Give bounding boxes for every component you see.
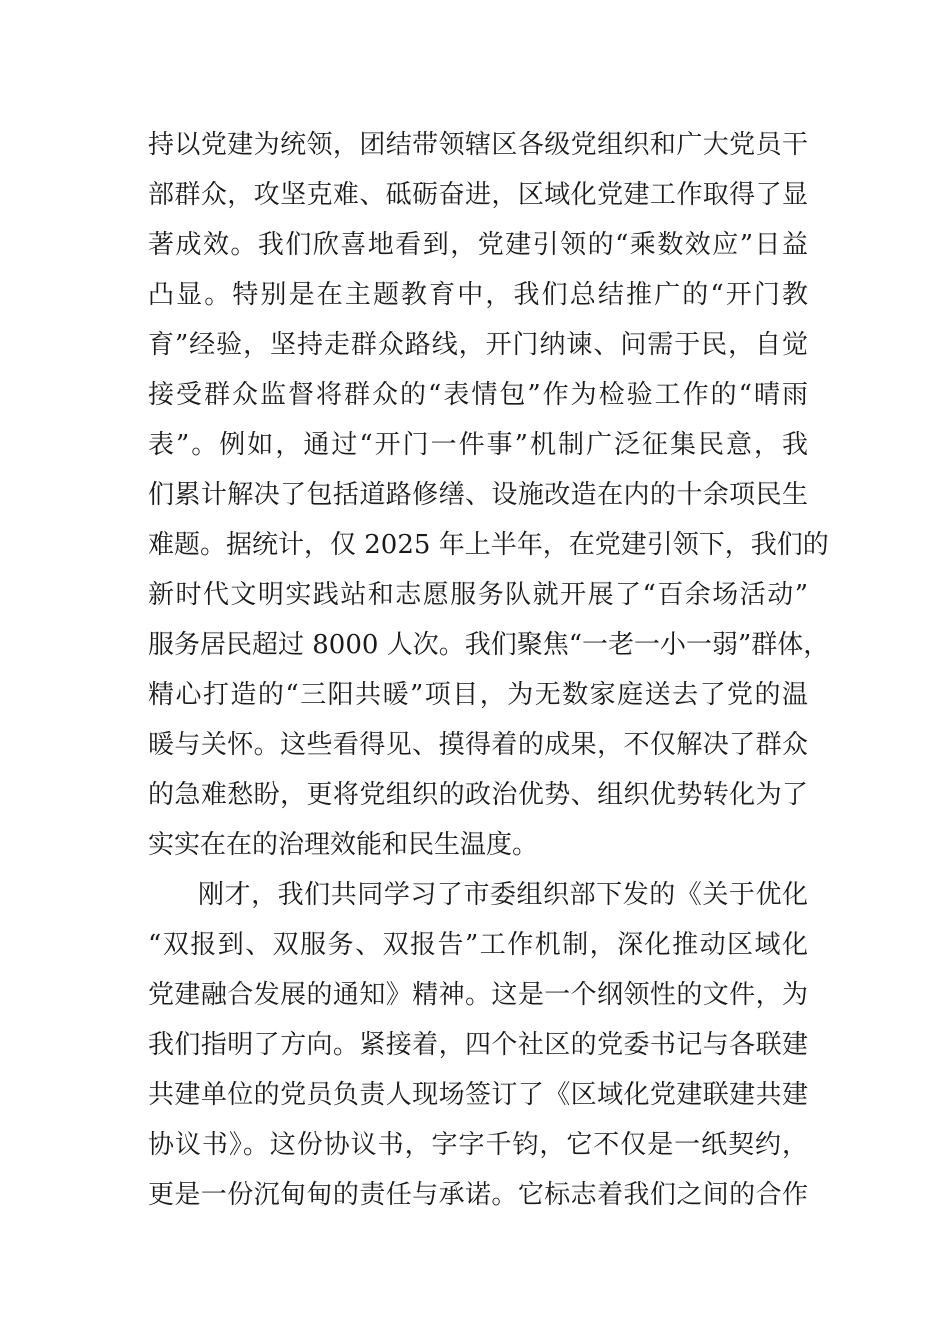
paragraph-2-line-7: 更是一份沉甸甸的责任与承诺。它标志着我们之间的合作 bbox=[148, 1180, 808, 1210]
paragraph-1-line-4: 凸显。特别是在主题教育中，我们总结推广的“开门教 bbox=[148, 280, 808, 310]
paragraph-2-line-6: 协议书》。这份协议书，字字千钧，它不仅是一纸契约， bbox=[148, 1130, 808, 1160]
paragraph-1-line-8: 们累计解决了包括道路修缮、设施改造在内的十余项民生 bbox=[148, 480, 808, 510]
paragraph-1-line-9: 难题。据统计，仅 2025 年上半年，在党建引领下，我们的 bbox=[148, 530, 829, 560]
paragraph-2-line-3: 党建融合发展的通知》精神。这是一个纲领性的文件，为 bbox=[148, 980, 808, 1010]
paragraph-2-line-5: 共建单位的党员负责人现场签订了《区域化党建联建共建 bbox=[148, 1080, 808, 1110]
paragraph-2-line-2: “双报到、双服务、双报告”工作机制，深化推动区域化 bbox=[148, 930, 808, 960]
paragraph-1-line-6: 接受群众监督将群众的“表情包”作为检验工作的“晴雨 bbox=[148, 380, 808, 410]
paragraph-1-line-7: 表”。例如，通过“开门一件事”机制广泛征集民意，我 bbox=[148, 430, 808, 460]
paragraph-1-line-10: 新时代文明实践站和志愿服务队就开展了“百余场活动” bbox=[148, 580, 808, 610]
paragraph-1-line-11: 服务居民超过 8000 人次。我们聚焦“一老一小一弱”群体， bbox=[148, 630, 830, 660]
paragraph-1-line-5: 育”经验，坚持走群众路线，开门纳谏、问需于民，自觉 bbox=[148, 330, 808, 360]
paragraph-2-line-1: 刚才，我们共同学习了市委组织部下发的《关于优化 bbox=[198, 880, 808, 910]
paragraph-1-line-3: 著成效。我们欣喜地看到，党建引领的“乘数效应”日益 bbox=[148, 230, 808, 260]
paragraph-1-line-2: 部群众，攻坚克难、砥砺奋进，区域化党建工作取得了显 bbox=[148, 180, 808, 210]
body-text bbox=[148, 125, 830, 1225]
paragraph-1-line-14: 的急难愁盼，更将党组织的政治优势、组织优势转化为了 bbox=[148, 780, 808, 810]
paragraph-1-line-1: 持以党建为统领，团结带领辖区各级党组织和广大党员干 bbox=[148, 130, 808, 160]
paragraph-2-line-4: 我们指明了方向。紧接着，四个社区的党委书记与各联建 bbox=[148, 1030, 808, 1060]
paragraph-1-line-15: 实实在在的治理效能和民生温度。 bbox=[148, 830, 539, 860]
paragraph-1-line-12: 精心打造的“三阳共暖”项目，为无数家庭送去了党的温 bbox=[148, 680, 808, 710]
paragraph-1-line-13: 暖与关怀。这些看得见、摸得着的成果，不仅解决了群众 bbox=[148, 730, 808, 760]
